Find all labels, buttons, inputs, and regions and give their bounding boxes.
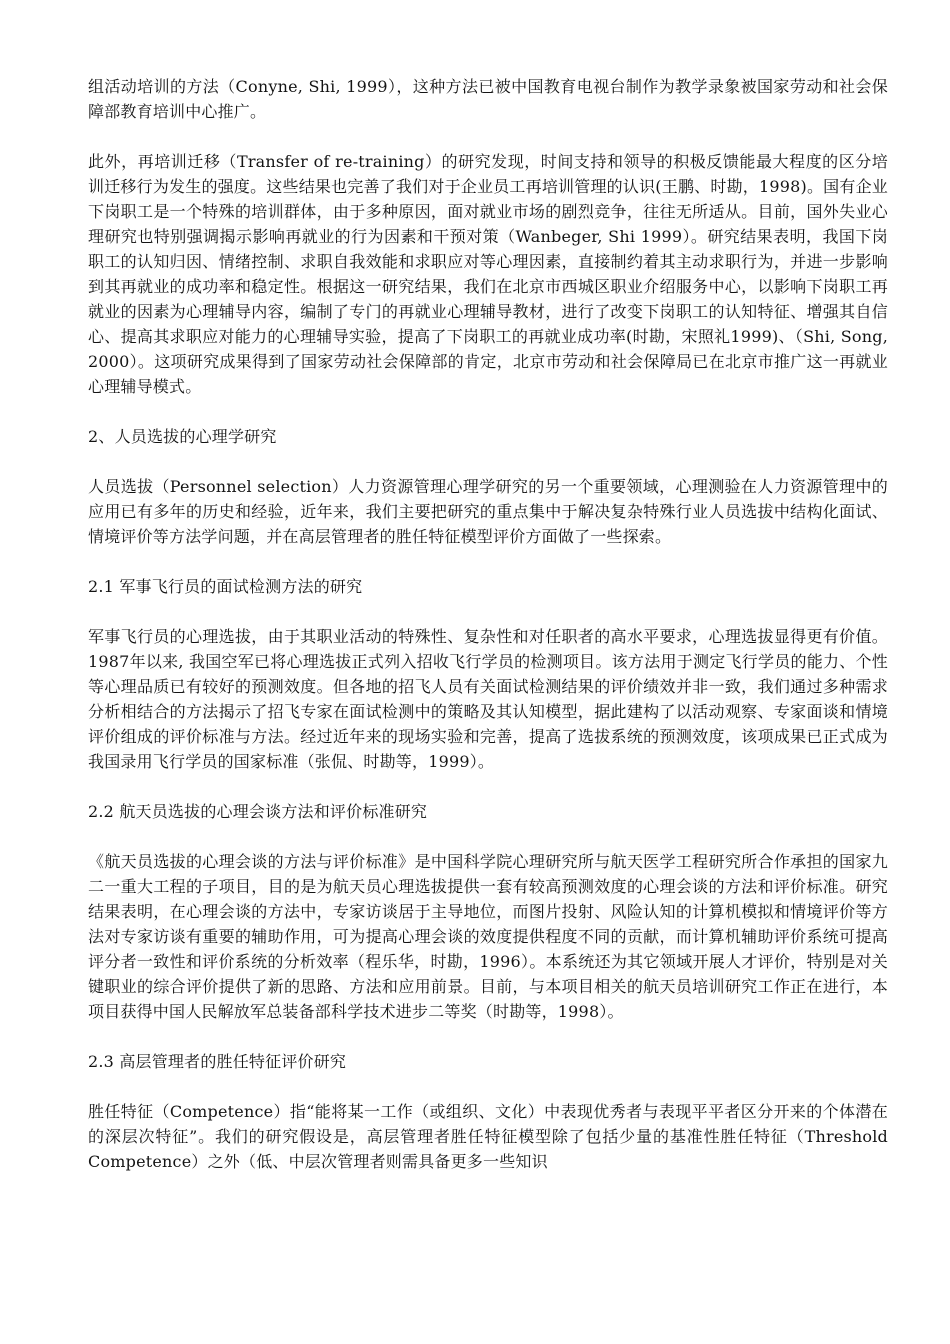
paragraph-personnel-selection: 人员选拔（Personnel selection）人力资源管理心理学研究的另一个重要领域，心理测验在人力资源管理中的应用已有多年的历史和经验，近年来，我们主要把研究的重点集中于解决复杂特殊行业人员选拔中结构化面试、情境评价等方法学问题，并在高层管理者的胜任特征模型评价方面做了一些探索。: [88, 477, 888, 546]
section-heading-military-pilot: 2.1 军事飞行员的面试检测方法的研究: [88, 577, 363, 596]
paragraph-competence: 胜任特征（Competence）指“能将某一工作（或组织、文化）中表现优秀者与表现平平者区分开来的个体潜在的深层次特征”。我们的研究假设是，高层管理者胜任特征模型除了包括少量的基准性胜任特征（Threshold Competence）之外（低、中层次管理者则需具备更多一些知识: [88, 1102, 888, 1171]
paragraph-retraining-transfer: 此外，再培训迁移（Transfer of re-training）的研究发现，时间支持和领导的积极反馈能最大程度的区分培训迁移行为发生的强度。这些结果也完善了我们对于企业员工再培训管理的认识(王鹏、时勘，1998)。国有企业下岗职工是一个特殊的培训群体，由于多种原因，面对就业市场的剧烈竞争，往往无所适从。目前，国外失业心理研究也特别强调揭示影响再就业的行为因素和干预对策（Wanbeger, Shi 1999）。研究结果表明，我国下岗职工的认知归因、情绪控制、求职自我效能和求职应对等心理因素，直接制约着其主动求职行为，并进一步影响到其再就业的成功率和稳定性。根据这一研究结果，我们在北京市西城区职业介绍服务中心，以影响下岗职工再就业的因素为心理辅导内容，编制了专门的再就业心理辅导教材，进行了改变下岗职工的认知特征、增强其自信心、提高其求职应对能力的心理辅导实验，提高了下岗职工的再就业成功率(时勘，宋照礼1999)、（Shi, Song, 2000）。这项研究成果得到了国家劳动社会保障部的肯定，北京市劳动和社会保障局已在北京市推广这一再就业心理辅导模式。: [88, 152, 888, 396]
paragraph-training-method: 组活动培训的方法（Conyne, Shi, 1999），这种方法已被中国教育电视台制作为教学录象被国家劳动和社会保障部教育培训中心推广。: [88, 77, 888, 121]
section-heading-astronaut: 2.2 航天员选拔的心理会谈方法和评价标准研究: [88, 802, 428, 821]
section-heading-personnel-selection: 2、人员选拔的心理学研究: [88, 427, 277, 446]
document-body: [88, 74, 888, 1199]
section-heading-competence: 2.3 高层管理者的胜任特征评价研究: [88, 1052, 347, 1071]
paragraph-astronaut: 《航天员选拔的心理会谈的方法与评价标准》是中国科学院心理研究所与航天医学工程研究所合作承担的国家九二一重大工程的子项目，目的是为航天员心理选拔提供一套有较高预测效度的心理会谈的方法和评价标准。研究结果表明，在心理会谈的方法中，专家访谈居于主导地位，而图片投射、风险认知的计算机模拟和情境评价等方法对专家访谈有重要的辅助作用，可为提高心理会谈的效度提供程度不同的贡献，而计算机辅助评价系统可提高评分者一致性和评价系统的分析效率（程乐华，时勘，1996）。本系统还为其它领域开展人才评价，特别是对关键职业的综合评价提供了新的思路、方法和应用前景。目前，与本项目相关的航天员培训研究工作正在进行，本项目获得中国人民解放军总装备部科学技术进步二等奖（时勘等，1998）。: [88, 852, 888, 1021]
paragraph-military-pilot: 军事飞行员的心理选拔，由于其职业活动的特殊性、复杂性和对任职者的高水平要求，心理选拔显得更有价值。1987年以来, 我国空军已将心理选拔正式列入招收飞行学员的检测项目。该方法用于测定飞行学员的能力、个性等心理品质已有较好的预测效度。但各地的招飞人员有关面试检测结果的评价绩效并非一致，我们通过多种需求分析相结合的方法揭示了招飞专家在面试检测中的策略及其认知模型，据此建构了以活动观察、专家面谈和情境评价组成的评价标准与方法。经过近年来的现场实验和完善，提高了选拔系统的预测效度，该项成果已正式成为我国录用飞行学员的国家标准（张侃、时勘等，1999）。: [88, 627, 888, 771]
